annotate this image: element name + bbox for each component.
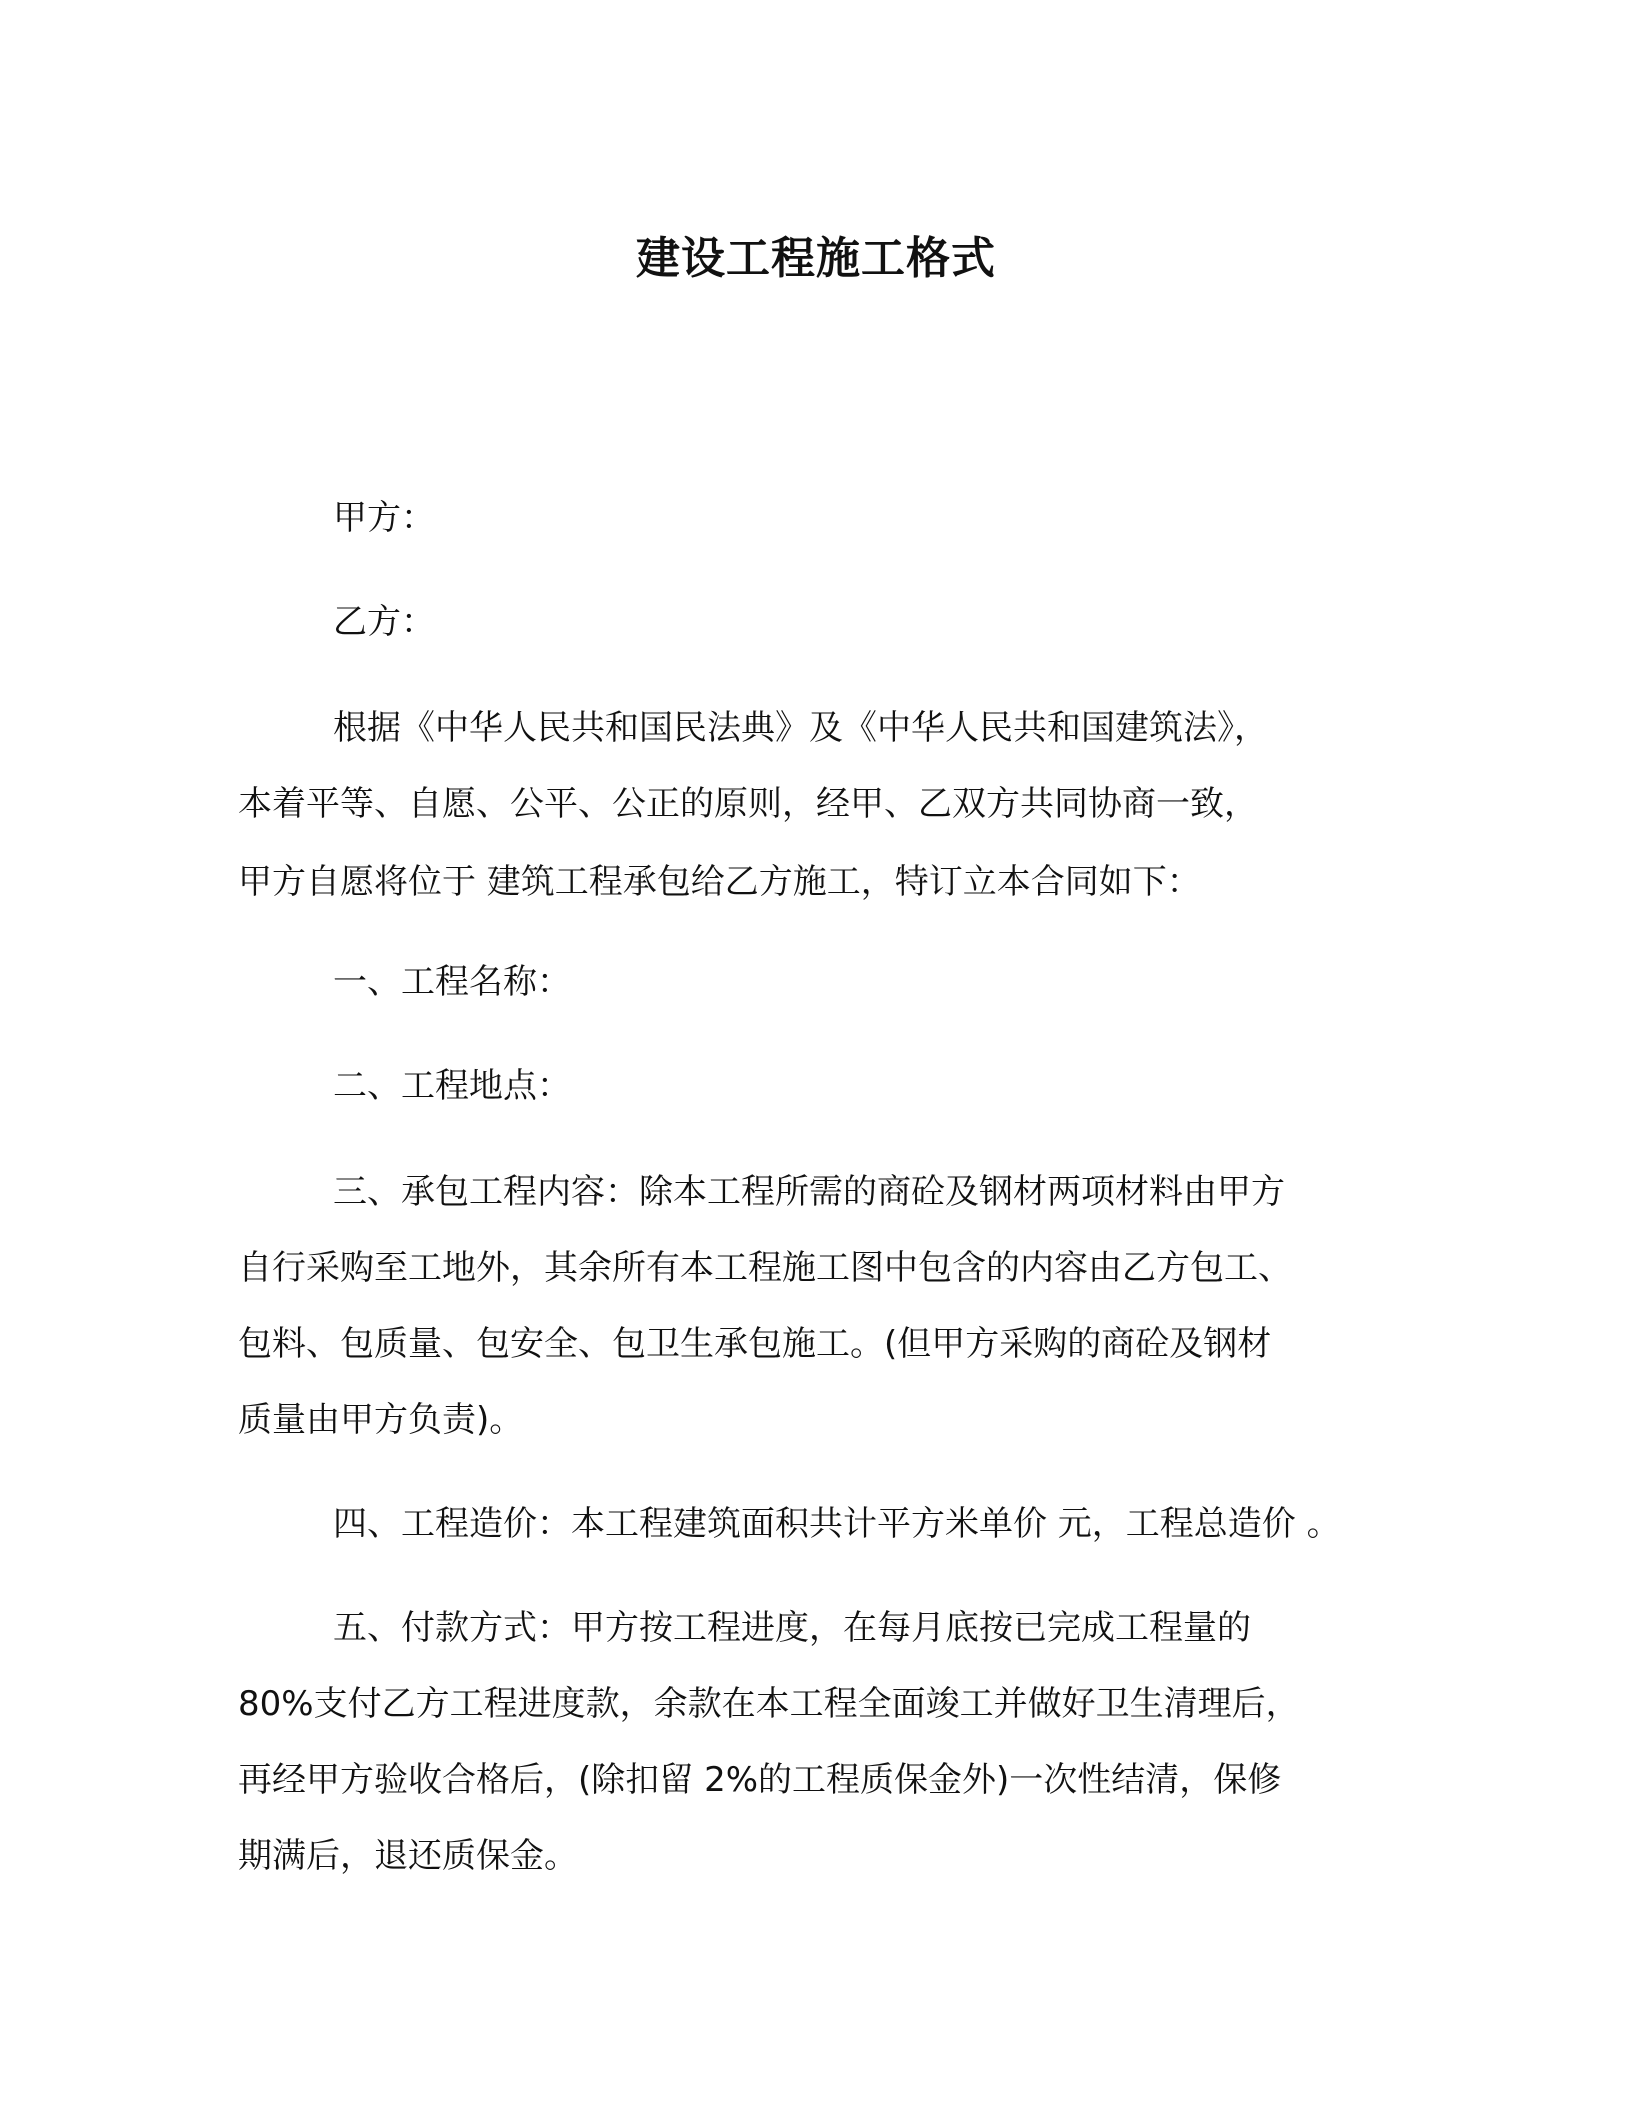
clause-5-line-3: 再经甲方验收合格后，(除扣留 2%的工程质保金外)一次性结清，保修 bbox=[238, 1760, 1282, 1800]
clause-4-project-cost: 四、工程造价：本工程建筑面积共计平方米单价 元，工程总造价 。 bbox=[333, 1504, 1341, 1544]
clause-5-line-4: 期满后，退还质保金。 bbox=[238, 1836, 578, 1876]
clause-2-project-location: 二、工程地点： bbox=[333, 1066, 571, 1106]
document-title: 建设工程施工格式 bbox=[636, 233, 996, 284]
clause-3-line-1: 三、承包工程内容：除本工程所需的商砼及钢材两项材料由甲方 bbox=[333, 1172, 1285, 1212]
clause-3-line-4: 质量由甲方负责)。 bbox=[238, 1400, 524, 1440]
party-b-label: 乙方： bbox=[333, 602, 435, 642]
clause-5-line-2: 80%支付乙方工程进度款，余款在本工程全面竣工并做好卫生清理后， bbox=[238, 1684, 1300, 1724]
clause-3-line-3: 包料、包质量、包安全、包卫生承包施工。(但甲方采购的商砼及钢材 bbox=[238, 1324, 1272, 1364]
preamble-line-3: 甲方自愿将位于 建筑工程承包给乙方施工，特订立本合同如下： bbox=[238, 862, 1201, 902]
clause-1-project-name: 一、工程名称： bbox=[333, 962, 571, 1002]
party-a-label: 甲方： bbox=[333, 498, 435, 538]
clause-3-line-2: 自行采购至工地外，其余所有本工程施工图中包含的内容由乙方包工、 bbox=[238, 1248, 1292, 1288]
clause-5-line-1: 五、付款方式：甲方按工程进度，在每月底按已完成工程量的 bbox=[333, 1608, 1251, 1648]
preamble-line-1: 根据《中华人民共和国民法典》及《中华人民共和国建筑法》， bbox=[333, 708, 1268, 748]
preamble-line-2: 本着平等、自愿、公平、公正的原则，经甲、乙双方共同协商一致， bbox=[238, 784, 1258, 824]
